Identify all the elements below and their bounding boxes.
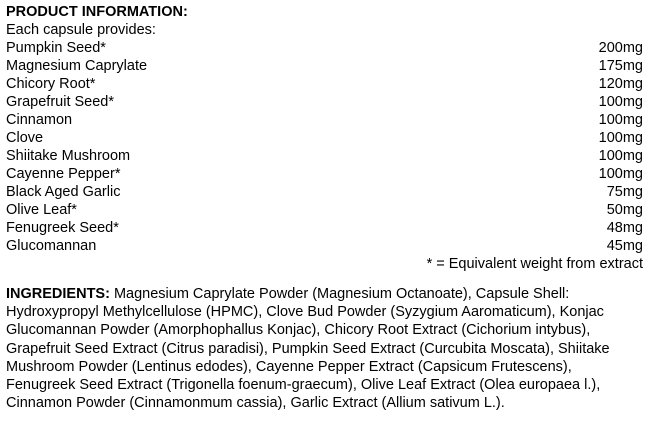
ingredients-paragraph bbox=[6, 285, 643, 412]
nutrient-amount: 75mg bbox=[606, 184, 643, 200]
nutrient-amount: 48mg bbox=[606, 220, 643, 236]
nutrient-row bbox=[6, 183, 643, 201]
capsule-intro-text: Each capsule provides: bbox=[6, 22, 156, 38]
ingredients-text: Magnesium Caprylate Powder (Magnesium Octanoate), Capsule Shell: Hydroxypropyl Methylcellulose (HPMC), Clove Bud Powder (Syzygium Aaromaticum), Konjac Glucomannan Powder (Amorphophallus Konjac), Chicory Root Extract (Cichorium intybus), Grapefruit Seed Extract (Citrus paradisi), Pumpkin Seed Extract (Curcubita Moscata), Shiitake Mushroom Powder (Lentinus edodes), Cayenne Pepper Extract (Capsicum Frutescens), Fenugreek Seed Extract (Trigonella foenum-graecum), Olive Leaf Extract (Olea europaea l.), Cinnamon Powder (Cinnamonmum cassia), Garlic Extract (Allium sativum L.). bbox=[6, 286, 610, 412]
nutrient-amount: 100mg bbox=[598, 130, 643, 146]
nutrient-row bbox=[6, 219, 643, 237]
nutrient-amount: 100mg bbox=[598, 166, 643, 182]
nutrient-name: Cinnamon bbox=[6, 112, 73, 128]
nutrient-row bbox=[6, 147, 643, 165]
nutrient-name: Olive Leaf* bbox=[6, 202, 77, 218]
nutrient-name: Magnesium Caprylate bbox=[6, 58, 148, 74]
nutrient-row bbox=[6, 75, 643, 93]
nutrient-row bbox=[6, 57, 643, 75]
nutrient-name: Grapefruit Seed* bbox=[6, 94, 115, 110]
nutrient-amount: 200mg bbox=[598, 40, 643, 56]
nutrient-row bbox=[6, 165, 643, 183]
nutrient-amount: 100mg bbox=[598, 112, 643, 128]
nutrient-row bbox=[6, 129, 643, 147]
nutrient-amount: 100mg bbox=[598, 148, 643, 164]
equivalent-weight-footnote: * = Equivalent weight from extract bbox=[426, 256, 643, 272]
nutrient-row bbox=[6, 201, 643, 219]
nutrient-amount: 120mg bbox=[598, 76, 643, 92]
nutrient-amount: 50mg bbox=[606, 202, 643, 218]
nutrient-name: Black Aged Garlic bbox=[6, 184, 121, 200]
nutrient-name: Glucomannan bbox=[6, 238, 97, 254]
nutrient-amount: 100mg bbox=[598, 94, 643, 110]
nutrient-name: Pumpkin Seed* bbox=[6, 40, 106, 56]
nutrient-name: Clove bbox=[6, 130, 44, 146]
nutrient-row bbox=[6, 111, 643, 129]
product-label-document bbox=[6, 3, 643, 412]
nutrient-name: Cayenne Pepper* bbox=[6, 166, 121, 182]
product-information-heading: PRODUCT INFORMATION: bbox=[6, 4, 188, 20]
ingredients-label: INGREDIENTS: bbox=[6, 286, 110, 302]
nutrient-amount: 45mg bbox=[606, 238, 643, 254]
nutrient-row bbox=[6, 39, 643, 57]
nutrient-row bbox=[6, 93, 643, 111]
nutrient-name: Shiitake Mushroom bbox=[6, 148, 131, 164]
nutrient-list bbox=[6, 39, 643, 255]
nutrient-name: Fenugreek Seed* bbox=[6, 220, 119, 236]
nutrient-row bbox=[6, 237, 643, 255]
nutrient-name: Chicory Root* bbox=[6, 76, 96, 92]
nutrient-amount: 175mg bbox=[598, 58, 643, 74]
